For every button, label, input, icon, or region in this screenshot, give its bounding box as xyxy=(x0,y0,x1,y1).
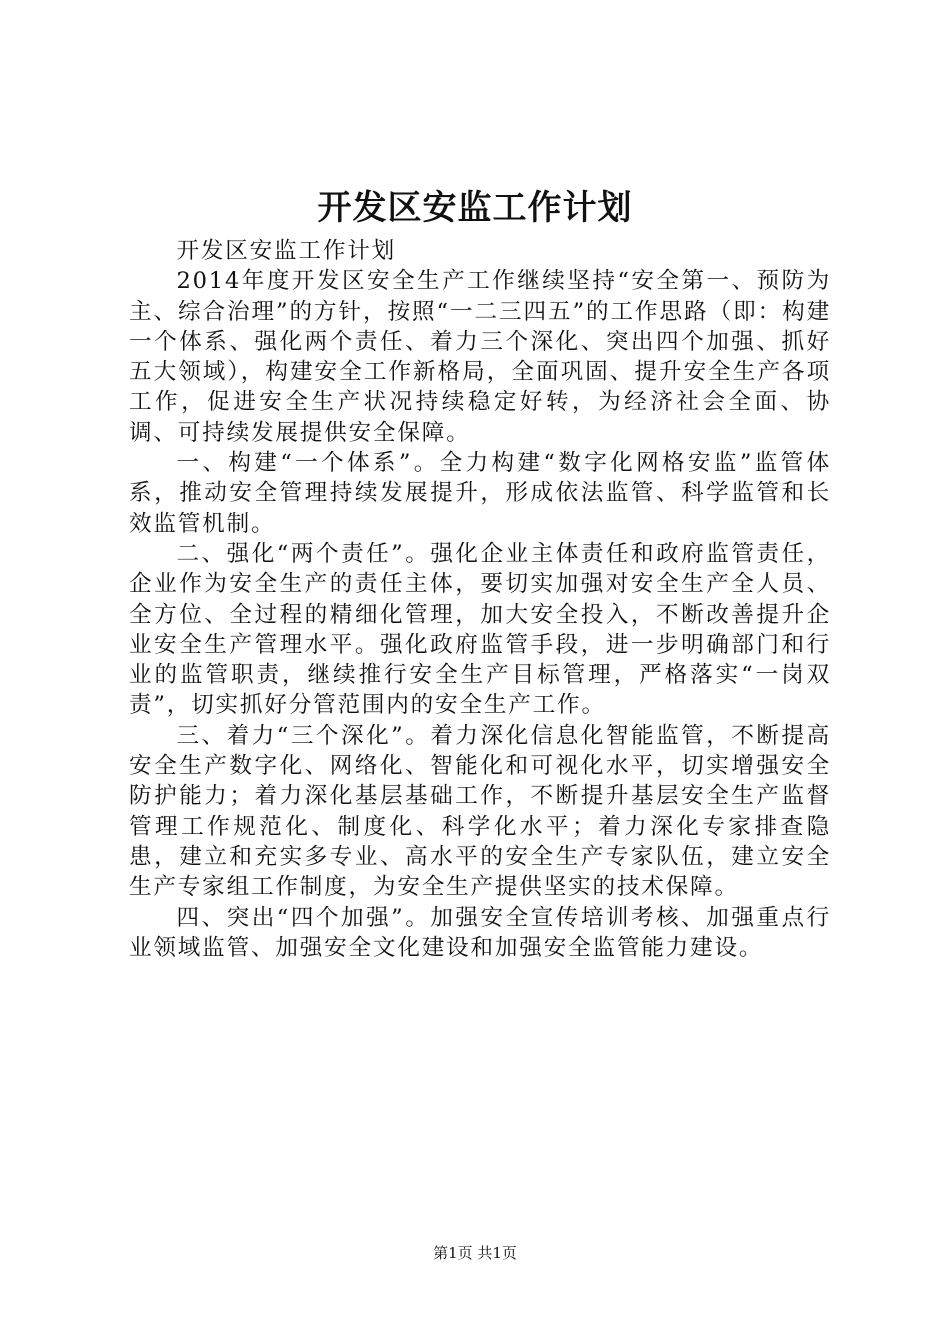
document-title: 开发区安监工作计划 xyxy=(317,188,633,228)
paragraph-section-4: 四、突出“四个加强”。加强安全宣传培训考核、加强重点行业领域监管、加强安全文化建设和加强安全监管能力建设。 xyxy=(129,904,831,961)
paragraph-section-1: 一、构建“一个体系”。全力构建“数字化网格安监”监管体系，推动安全管理持续发展提升，形成依法监管、科学监管和长效监管机制。 xyxy=(129,450,831,537)
paragraph-intro: 2014年度开发区安全生产工作继续坚持“安全第一、预防为主、综合治理”的方针，按照“一二三四五”的工作思路（即：构建一个体系、强化两个责任、着力三个深化、突出四个加强、抓好五大领域），构建安全工作新格局，全面巩固、提升安全生产各项工作，促进安全生产状况持续稳定好转，为经济社会全面、协调、可持续发展提供安全保障。 xyxy=(129,268,831,446)
document-body xyxy=(129,236,831,963)
page-footer: 第1页 共1页 xyxy=(433,1244,517,1262)
paragraph-section-2: 二、强化“两个责任”。强化企业主体责任和政府监管责任，企业作为安全生产的责任主体，要切实加强对安全生产全人员、全方位、全过程的精细化管理，加大安全投入，不断改善提升企业安全生产管理水平。强化政府监管手段，进一步明确部门和行业的监管职责，继续推行安全生产目标管理，严格落实“一岗双责”，切实抓好分管范围内的安全生产工作。 xyxy=(129,540,831,719)
paragraph-subtitle: 开发区安监工作计划 xyxy=(176,238,396,264)
paragraph-section-3: 三、着力“三个深化”。着力深化信息化智能监管，不断提高安全生产数字化、网络化、智能化和可视化水平，切实增强安全防护能力；着力深化基层基础工作，不断提升基层安全生产监督管理工作规范化、制度化、科学化水平；着力深化专家排查隐患，建立和充实多专业、高水平的安全生产专家队伍，建立安全生产专家组工作制度，为安全生产提供坚实的技术保障。 xyxy=(129,722,831,901)
